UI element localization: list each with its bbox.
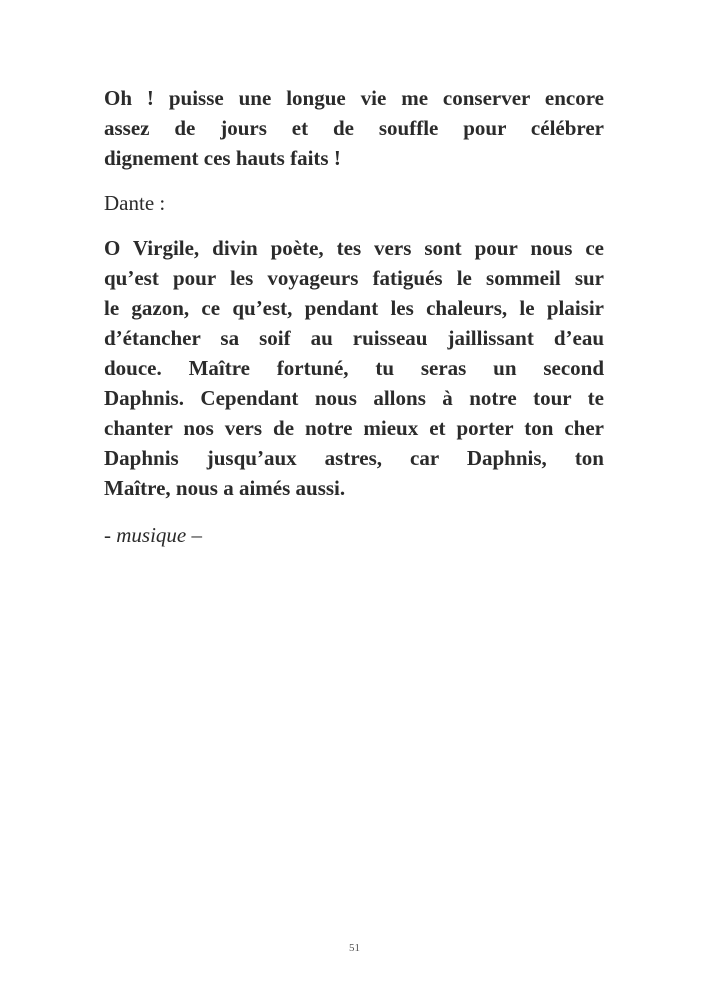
text-line: le gazon, ce qu’est, pendant les chaleurs, le plaisir bbox=[104, 296, 604, 320]
text-line: douce. Maître fortuné, tu seras un second bbox=[104, 356, 604, 380]
text-line: Daphnis jusqu’aux astres, car Daphnis, ton bbox=[104, 446, 604, 470]
text-line: assez de jours et de souffle pour célébrer bbox=[104, 116, 604, 140]
stage-direction-suffix: – bbox=[186, 523, 202, 547]
text-line: Oh ! puisse une longue vie me conserver encore bbox=[104, 86, 604, 110]
stage-direction bbox=[104, 520, 604, 550]
text-line: O Virgile, divin poète, tes vers sont pour nous ce bbox=[104, 236, 604, 260]
speaker-name: Dante : bbox=[104, 191, 166, 215]
paragraph-wish bbox=[104, 83, 604, 173]
text-line: qu’est pour les voyageurs fatigués le sommeil sur bbox=[104, 266, 604, 290]
text-line: Maître, nous a aimés aussi. bbox=[104, 476, 346, 500]
text-line: dignement ces hauts faits ! bbox=[104, 146, 341, 170]
stage-direction-prefix: - bbox=[104, 523, 117, 547]
paragraph-dante-speech bbox=[104, 233, 604, 503]
text-line: chanter nos vers de notre mieux et porter ton cher bbox=[104, 416, 604, 440]
text-line: Daphnis. Cependant nous allons à notre tour te bbox=[104, 386, 604, 410]
page-number: 51 bbox=[349, 942, 360, 954]
text-line: d’étancher sa soif au ruisseau jaillissant d’eau bbox=[104, 326, 604, 350]
stage-direction-text: musique bbox=[116, 523, 187, 547]
